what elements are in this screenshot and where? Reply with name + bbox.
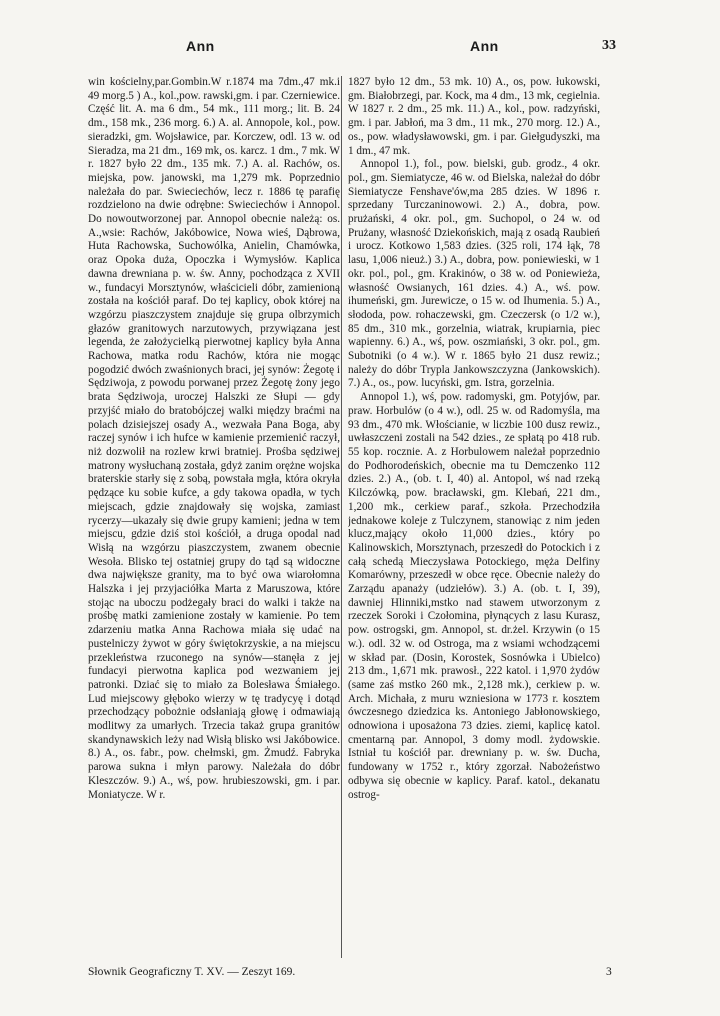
footer-title: Słownik Geograficzny T. XV. — Zeszyt 169.	[88, 966, 296, 978]
running-head-right: Ann	[470, 38, 499, 54]
right-column	[348, 76, 600, 958]
left-column	[88, 76, 340, 958]
paragraph: Annopol 1.), fol., pow. bielski, gub. grodz., 4 okr. pol., gm. Siemiatycze, 46 w. od Bielska, należał do dóbr Siemiatycze Fenshave'ów,ma 285 dzies. W 1896 r. sprzedany Turczaninowowi. 2.) A., dobra, pow. prużański, 4 okr. pol., gm. Suchopol, o 24 w. od Prużany, własność Dziekońskich, mają z osadą Raubień i urocz. Kotkowo 1,583 dzies. (325 roli, 174 łąk, 78 lasu, 1,006 nieuż.) 3.) A., dobra, pow. poniewieski, w 1 okr. pol., pol., gm. Krakinów, o 38 w. od Poniewieża, własność Owsianych, 161 dzies. 4.) A., wś. pow. ihumeński, gm. Jurewicze, o 15 w. od Ihumenia. 5.) A., słododa, pow. rohaczewski, gm. Czeczersk (o 1/2 w.), 85 dm., 310 mk., gorzelnia, wiatrak, krupiarnia, piec wapienny. 6.) A., wś, pow. oszmiański, 3 okr. pol., gm. Subotniki (o 4 w.). W r. 1865 było 21 dusz rewiz.; należy do dóbr Trypla Jankowszczyzna (Jankowskich). 7.) A., os., pow. lucyński, gm. Istra, gorzelnia.	[348, 158, 600, 390]
running-head-left: Ann	[186, 38, 215, 54]
paragraph: win kościelny,par.Gombin.W r.1874 ma 7dm.,47 mk.i 49 morg.5 ) A., kol.,pow. rawski,gm. i par. Czerniewice. Część lit. A. ma 6 dm., 54 mk., 111 morg.; lit. B. 24 dm., 158 mk., 236 morg. 6.) A. al. Annopole, kol., pow. sieradzki, gm. Wojsławice, par. Korczew, odl. 13 w. od Sieradza, ma 21 dm., 169 mk, os. karcz. 1 dm., 7 mk. W r. 1827 było 22 dm., 135 mk. 7.) A. al. Rachów, os. miejska, pow. janowski, ma 1,279 mk. Poprzednio należała do par. Swieciechów, lecz r. 1886 tę parafię rozdzielono na dwie odrębne: Swieciechów i Annopol. Do nowoutworzonej par. Annopol obecnie należą: os. A.,wsie: Rachów, Jakóbowice, Nowa wieś, Dąbrowa, Huta Rachowska, Suchowólka, Anielin, Chamówka, oraz Opoka duża, Opoczka i Wymysłów. Kaplica dawna drewniana p. w. św. Anny, pochodząca z XVII w., fundacyi Morsztynów, właścicieli dóbr, zamienioną została na kościół paraf. Do tej kaplicy, obok której na wzgórzu piaszczystem znajduje się grupa olbrzymich głazów granitowych narzutowych, przywiązana jest legenda, że założycielką pierwotnej kaplicy była Anna Rachowa, matka rodu Rachów, która nie mogąc pogodzić dwóch zwaśnionych braci, jej synów: Żegotę i Sędziwoja, z powodu porwanej przez Żegotę żony jego brata Sędziwoja, uroczej Halszki ze Słupi — gdy przyjść miało do bratobójczej walki między braćmi na polach dzisiejszej osady A., wezwała Pana Boga, aby raczej synów i ich hufce w kamienie przemienić raczył, niż dozwolił na rozlew krwi bratniej. Prośba sędziwej matrony wysłuchaną została, gdyż zanim orężne wojska braterskie starły się z sobą, powstała mgła, która okryła pędzące ku sobie kufce, a gdy takowa opadła, w tych miejscach, gdzie znajdowały się wojska, zamiast rycerzy—ukazały się dwie grupy kamieni; jedna w tem miejscu, gdzie dziś stoi kościół, a druga opodal nad Wisłą na wzgórzu piaszczystem, zwanem obecnie Wesoła. Blisko tej ostatniej grupy do tąd są widoczne dwa największe granity, ma to być owa wiarołomna Halszka i jej przyjaciółka Marta z Maruszowa, które stojąc na uboczu podżegały braci do walki i także na prośbę matki zamienione zostały w kamienie. Po tem zdarzeniu matka Anna Rachowa miała się udać na pustelniczy żywot w góry świętokrzyskie, a na miejscu przekleństwa rzuconego na synów—stanęła z jej fundacyi pierwotna kaplica pod wezwaniem jej patronki. Dziać się to miało za Bolesława Śmiałego. Lud miejscowy głęboko wierzy w tę tradycyę i dotąd przechodzący pobożnie odsłaniają głowę i odmawiają modlitwy za umarłych. Trzecia takaż grupa granitów skandynawskich leży nad Wisłą blisko wsi Jakóbowice. 8.) A., os. fabr., pow. chełmski, gm. Żmudź. Fabryka parowa sukna i młyn parowy. Należała do dóbr Kleszczów. 9.) A., wś, pow. hrubieszowski, gm. i par. Moniatycze. W r.	[88, 76, 340, 801]
page-number: 33	[602, 38, 616, 53]
footer-sheet-number: 3	[606, 966, 612, 978]
column-divider	[341, 76, 342, 958]
text-columns	[88, 76, 618, 958]
paragraph: Annopol 1.), wś, pow. radomyski, gm. Potyjów, par. praw. Horbulów (o 4 w.), odl. 25 w. od Radomyśla, ma 93 dm., 470 mk. Włościanie, w liczbie 100 dusz rewiz., uwłaszczeni zostali na 542 dzies., ze spłatą po 418 rub. 55 kop. rocznie. A. z Horbulowem należał poprzednio do Podhorodeńskich, obecnie ma tu Demczenko 112 dzies. 2.) A., (ob. t. I, 40) al. Antopol, wś nad rzeką Kilczówką, pow. bracławski, gm. Klebań, 221 dm., 1,200 mk., cerkiew paraf., szkoła. Przechodziła jednakowe koleje z Tulczynem, stanowiąc z nim jeden klucz,mający około 11,000 dzies., który po Kalinowskich, Morsztynach, przeszedł do Potockich i z całą schedą Mieczysława Potockiego, męża Delfiny Komarówny, przeszedł w obce ręce. Obecnie należy do Zarządu apanaży (udziełów). 3.) A. (ob. t. I, 39), dawniej Hlinniki,mstko nad stawem utworzonym z rzeczek Soroki i Czołomina, płynących z lasu Kurasz, pow. ostrogski, gm. Annopol, st. dr.żel. Krzywin (o 15 w.). odl. 32 w. od Ostroga, ma z wsiami wchodzącemi w skład par. (Dosin, Korostek, Sosnówka i Ubielco) 213 dm., 1,671 mk. prawosł., 222 katol. i 1,970 żydów (same zaś mstko 260 mk., 2,128 mk.), cerkiew p. w. Arch. Michała, z muru wzniesiona w 1773 r. kosztem ówczesnego dziedzica ks. Antoniego Jabłonowskiego, odnowiona i uposażona 73 dzies. ziemi, kaplicę katol. cmentarną par. Annopol, 3 domy modl. żydowskie. Istniał tu kościół par. drewniany p. w. św. Ducha, fundowany w 1752 r., który zgorzał. Nabożeństwo odbywa się obecnie w kaplicy. Paraf. katol., dekanatu ostrog-	[348, 391, 600, 801]
paragraph: 1827 było 12 dm., 53 mk. 10) A., os, pow. łukowski, gm. Białobrzegi, par. Kock, ma 4 dm., 13 mk, cegielnia. W 1827 r. 2 dm., 25 mk. 11.) A., kol., pow. radzyński, gm. i par. Jabłoń, ma 3 dm., 11 mk., 270 morg. 12.) A., os., pow. władysławowski, gm. i par. Giełgudyszki, ma 1 dm., 47 mk.	[348, 76, 600, 157]
